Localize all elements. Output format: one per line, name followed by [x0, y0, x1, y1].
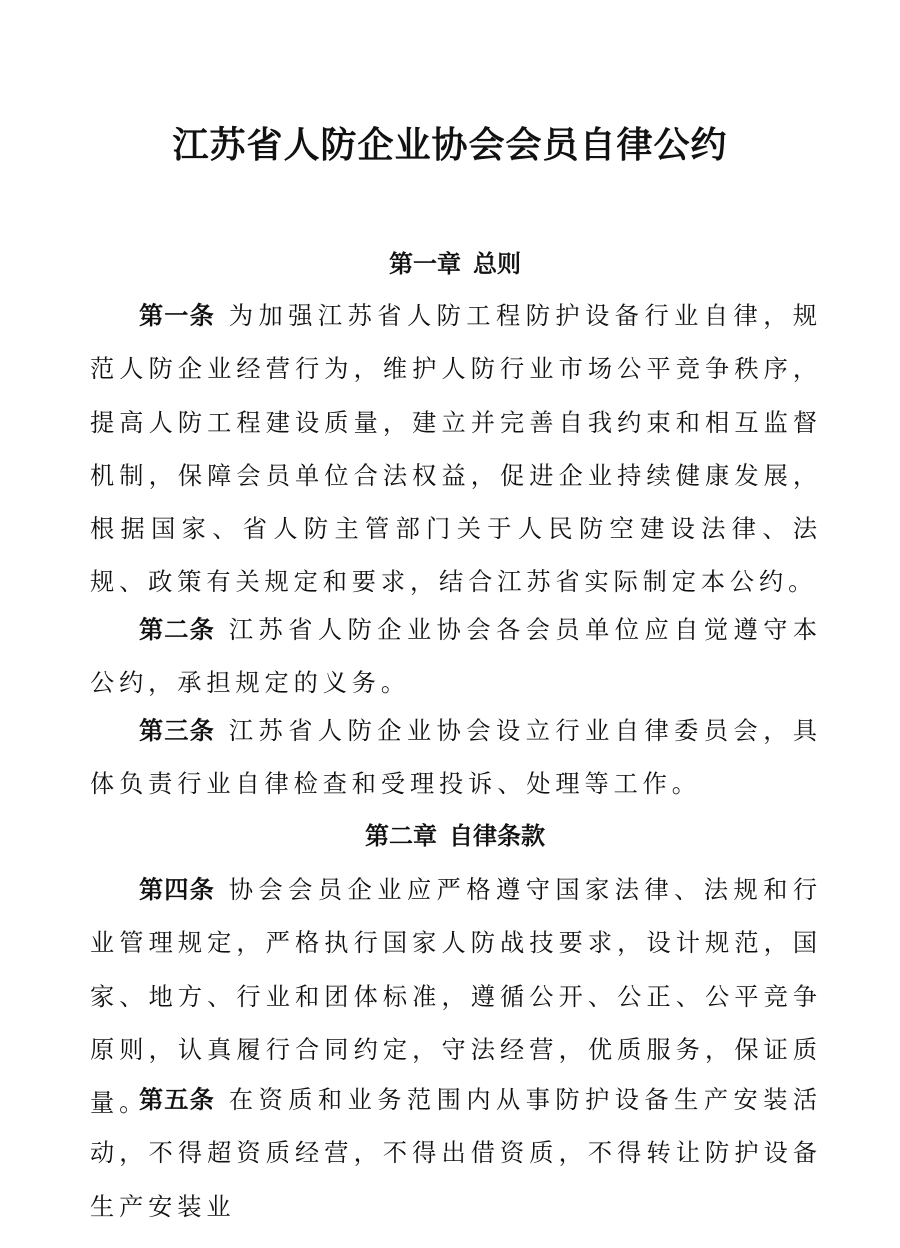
article-label: 第二条 [139, 616, 215, 644]
document-title: 江苏省人防企业协会会员自律公约 [172, 124, 728, 166]
chapter-number: 第二章 [365, 822, 437, 850]
article-label: 第五条 [139, 1086, 215, 1114]
chapter-number: 第一章 [389, 250, 461, 278]
article-text: 为加强江苏省人防工程防护设备行业自律，规范人防企业经营行为，维护人防行业市场公平竞争秩序，提高人防工程建设质量，建立并完善自我约束和相互监督机制，保障会员单位合法权益，促进企业持续健康发展，根据国家、省人防主管部门关于人民防空建设法律、法规、政策有关规定和要求，结合江苏省实际制定本公约。 [90, 302, 822, 597]
chapter-heading [0, 244, 900, 284]
article-text: 在资质和业务范围内从事防护设备生产安装活动，不得超资质经营，不得出借资质，不得转让防护设备生产安装业 [90, 1086, 822, 1221]
article-text: 协会会员企业应严格遵守国家法律、法规和行业管理规定，严格执行国家人防战技要求，设计规范，国家、地方、行业和团体标准，遵循公开、公正、公平竞争原则，认真履行合同约定，守法经营，优质服务，保证质量。 [90, 876, 822, 1118]
article-paragraph [90, 705, 822, 812]
chapter-name: 自律条款 [449, 822, 545, 850]
chapter-name: 总则 [473, 250, 521, 278]
article-paragraph [90, 290, 822, 610]
article-paragraph [90, 604, 822, 711]
article-label: 第三条 [139, 717, 215, 745]
article-label: 第一条 [139, 302, 215, 330]
article-label: 第四条 [139, 876, 215, 904]
article-paragraph [90, 1074, 822, 1234]
chapter-heading [0, 816, 900, 856]
article-text: 江苏省人防企业协会各会员单位应自觉遵守本公约，承担规定的义务。 [90, 616, 822, 698]
article-text: 江苏省人防企业协会设立行业自律委员会，具体负责行业自律检查和受理投诉、处理等工作。 [90, 717, 822, 799]
